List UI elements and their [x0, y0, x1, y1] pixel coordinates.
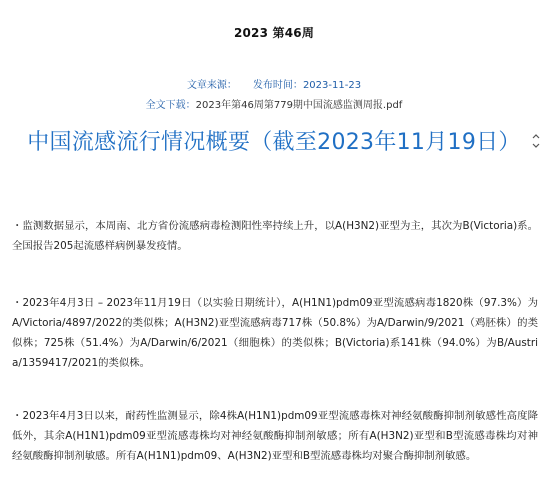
publish-date: 2023-11-23: [302, 80, 362, 91]
article-meta: [0, 76, 548, 91]
download-line: [0, 96, 548, 111]
expand-arrows-icon[interactable]: [530, 134, 542, 148]
page-title: 2023 第46周: [233, 26, 315, 40]
publish-label: 发布时间：: [252, 80, 303, 91]
summary-paragraph: ・监测数据显示，本周南、北方省份流感病毒检测阳性率持续上升，以A(H3N2)亚型为主，其次为B(Victoria)系。全国报告205起流感样病例暴发疫情。: [12, 220, 538, 252]
strain-paragraph: ・2023年4月3日 – 2023年11月19日（以实验日期统计），A(H1N1)pdm09亚型流感病毒1820株（97.3%）为A/Victoria/4897/2022的类似株；A(H3N2)亚型流感病毒717株（50.8%）为A/Darwin/9/2021（鸡胚株）的类似株；725株（51.4%）为A/Darwin/6/2021（细胞株）的类似株；B(Victoria)系141株（94.0%）为B/Austria/1359417/2021的类似株。: [12, 297, 538, 369]
download-label: 全文下载：: [145, 100, 196, 111]
download-pdf-link[interactable]: 2023年第46周第779期中国流感监测周报.pdf: [195, 100, 403, 111]
resistance-paragraph: ・2023年4月3日以来，耐药性监测显示，除4株A(H1N1)pdm09亚型流感毒株对神经氨酸酶抑制剂敏感性高度降低外，其余A(H1N1)pdm09亚型流感毒株均对神经氨酸酶抑制剂敏感；所有A(H3N2)亚型和B型流感毒株均对神经氨酸酶抑制剂敏感。所有A(H1N1)pdm09、A(H3N2)亚型和B型流感毒株均对聚合酶抑制剂敏感。: [12, 410, 538, 462]
source-label: 文章来源：: [186, 80, 237, 91]
article-headline: 中国流感流行情况概要（截至2023年11月19日）: [27, 130, 521, 155]
